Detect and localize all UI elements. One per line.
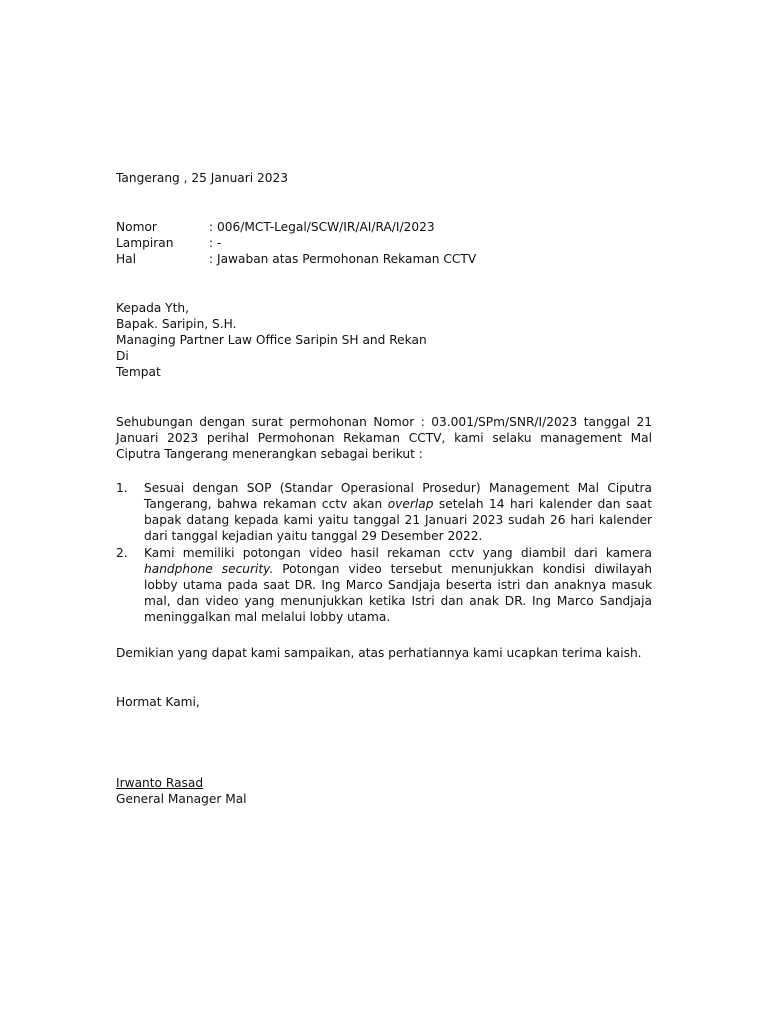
meta-label-nomor: Nomor xyxy=(116,220,157,234)
list-item-text: setelah 14 hari kalender dan saat bapak datang kepada kami yaitu tanggal 21 Januari 2023 sudah 26 hari kalender dari tanggal kejadian yaitu tanggal 29 Desember 2022. xyxy=(144,497,652,543)
list-number: 1. xyxy=(116,481,128,495)
list-item xyxy=(144,545,652,625)
list-item-italic: handphone security. xyxy=(144,562,274,576)
recipient-block xyxy=(116,300,652,380)
list-item-text: Potongan video tersebut menunjukkan kondisi diwilayah lobby utama pada saat DR. Ing Marco Sandjaja beserta istri dan anaknya masuk mal, dan video yang menunjukkan ketika Istri dan anak DR. Ing Marco Sandjaja meninggalkan mal melalui lobby utama. xyxy=(144,562,652,624)
closing-paragraph: Demikian yang dapat kami sampaikan, atas perhatiannya kami ucapkan terima kaish. xyxy=(116,646,642,660)
list-item-text: Sesuai dengan SOP (Standar Operasional Prosedur) Management Mal Ciputra Tangerang, bahwa rekaman cctv akan xyxy=(144,481,652,511)
salutation: Hormat Kami, xyxy=(116,695,200,709)
list-number: 2. xyxy=(116,546,128,560)
meta-label-hal: Hal xyxy=(116,252,137,266)
meta-value-lampiran: : - xyxy=(209,236,222,250)
signer-name: Irwanto Rasad xyxy=(116,776,204,790)
signer-title: General Manager Mal xyxy=(116,792,247,806)
recipient-line: Managing Partner Law Office Saripin SH and Rekan xyxy=(116,333,427,347)
meta-value-nomor: : 006/MCT-Legal/SCW/IR/AI/RA/I/2023 xyxy=(209,220,435,234)
meta-label-lampiran: Lampiran xyxy=(116,236,174,250)
recipient-line: Kepada Yth, xyxy=(116,301,189,315)
intro-paragraph: Sehubungan dengan surat permohonan Nomor : 03.001/SPm/SNR/I/2023 tanggal 21 Januari 2023 perihal Permohonan Rekaman CCTV, kami selaku management Mal Ciputra Tangerang menerangkan sebagai berikut : xyxy=(116,415,652,461)
recipient-line: Di xyxy=(116,349,129,363)
recipient-line: Tempat xyxy=(116,365,161,379)
meta-value-hal: : Jawaban atas Permohonan Rekaman CCTV xyxy=(209,252,477,266)
place-date: Tangerang , 25 Januari 2023 xyxy=(116,171,289,185)
list-item-italic: overlap xyxy=(387,497,434,511)
list-item xyxy=(144,480,652,544)
recipient-line: Bapak. Saripin, S.H. xyxy=(116,317,237,331)
list-item-text: Kami memiliki potongan video hasil rekaman cctv yang diambil dari kamera xyxy=(144,546,652,560)
